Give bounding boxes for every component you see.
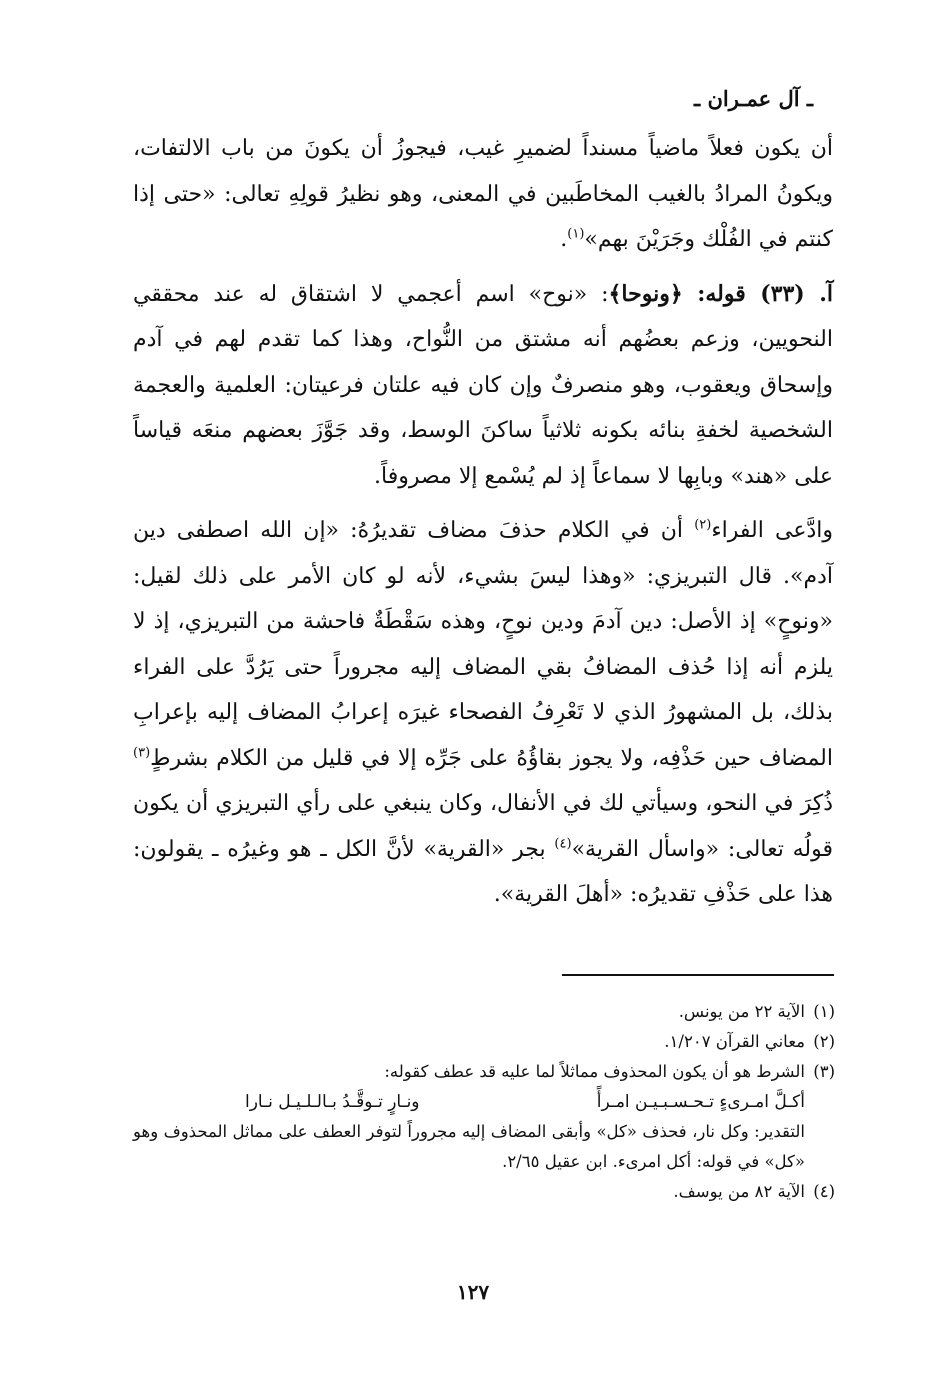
paragraph-3-part-2: أن في الكلام حذفَ مضاف تقديرُهُ: «إن الله اصطفى دين آدم». قال التبريزي: «وهذا ليسَ بشيء، لأنه لو كان الأمر على ذلك لقيل: «ونوحٍ» إذ الأصل: دين آدمَ ودين نوحٍ، وهذه سَقْطَةٌ فاحشة من التبريزي، إذ لا يلزم أنه إذا حُذف المضافُ بقي المضاف إليه مجروراً حتى يَرُدَّ على الفراء بذلك، بل المشهورُ الذي لا تَعْرِفُ الفصحاء غيرَه إعرابُ المضاف إليه بإعرابِ المضاف حين حَذْفِه، ولا يجوز بقاؤُهُ على جَرِّه إلا في قليل من الكلام بشرطٍ xyxy=(133,518,833,771)
footnote-4-number: (٤) xyxy=(813,1182,835,1201)
footnote-1-number: (١) xyxy=(813,1002,835,1021)
verse-second-hemistich: ونـارٍ تـوقَّـدُ بـالـلـيـل نـارا xyxy=(245,1092,420,1112)
paragraph-3-part-3: ذُكِرَ في النحو، وسيأتي لك في الأنفال، وكان ينبغي على رأي التبريزي أن يكون قولُه تعالى: «واسأل القرية» xyxy=(133,791,833,862)
footnotes xyxy=(133,997,835,1207)
running-header: ـ آل عمـران ـ xyxy=(694,86,813,111)
paragraph-3-part-1: وادَّعى الفراء xyxy=(711,518,834,543)
paragraph-1-text: أن يكون فعلاً ماضياً مسنداً لضميرِ غيب، فيجوزُ أن يكونَ من باب الالتفات، ويكونُ المرادُ بالغيب المخاطَبين في المعنى، وهو نظيرُ قولِهِ تعالى: «حتى إذا كنتم في الفُلْك وجَرَيْنَ بهم» xyxy=(133,136,833,252)
footnote-3-note: التقدير: وكل نار، فحذف «كل» وأبقى المضاف إليه مجروراً لتوفر العطف على مماثل المحذوف وهو «كل» في قوله: أكل امرىء. ابن عقيل ٢/٦٥. xyxy=(133,1122,805,1171)
footnote-4 xyxy=(133,1177,835,1207)
paragraph-2 xyxy=(133,272,833,500)
footnote-3 xyxy=(133,1057,835,1087)
footnote-1 xyxy=(133,997,835,1027)
verse-first-hemistich: أكـلَّ امـرىءٍ تـحـسـبـيـن امـرأً xyxy=(596,1092,805,1112)
poetry-verse xyxy=(245,1087,835,1117)
footnote-2 xyxy=(133,1027,835,1057)
verse-heading: آ. (٣٣) قوله: ﴿ونوحا﴾ xyxy=(608,280,833,307)
footnote-1-text: الآية ٢٢ من يونس. xyxy=(678,1002,805,1021)
footnote-3-text: الشرط هو أن يكون المحذوف مماثلاً لما عليه قد عطف كقوله: xyxy=(384,1062,805,1081)
paragraph-1-end: . xyxy=(560,227,568,252)
footnote-3-number: (٣) xyxy=(813,1062,835,1081)
main-text xyxy=(133,126,833,918)
paragraph-3 xyxy=(133,508,833,918)
paragraph-3-part-4: بجر «القرية» لأنَّ الكل ـ هو وغيرُه ـ يقولون: هذا على حَذْفِ تقديرُه: «أهلَ القرية». xyxy=(133,836,833,907)
page-number: ١٢٧ xyxy=(456,1280,490,1304)
footnote-2-number: (٢) xyxy=(813,1032,835,1051)
paragraph-2-text: : «نوح» اسم أعجمي لا اشتقاق له عند محققي النحويين، وزعم بعضُهم أنه مشتق من النُّواح، وهذا كما تقدم لهم في آدم وإسحاق ويعقوب، وهو منصرفٌ وإن كان فيه علتان فرعيتان: العلمية والعجمة الشخصية لخفةِ بنائه بكونه ثلاثياً ساكنَ الوسط، وقد جَوَّزَ بعضهم منعَه قياساً على «هند» وبابِها لا سماعاً إذ لم يُسْمع إلا مصروفاً. xyxy=(133,281,833,489)
footnote-ref-2[interactable]: (٢) xyxy=(694,517,712,533)
footnote-divider xyxy=(562,974,834,976)
paragraph-1 xyxy=(133,126,833,263)
footnote-2-text: معاني القرآن ١/٢٠٧. xyxy=(664,1032,805,1051)
footnote-ref-1[interactable]: (١) xyxy=(567,226,585,242)
footnote-4-text: الآية ٨٢ من يوسف. xyxy=(673,1182,805,1201)
footnote-ref-4[interactable]: (٤) xyxy=(554,836,572,852)
footnote-ref-3[interactable]: (٣) xyxy=(133,745,151,761)
